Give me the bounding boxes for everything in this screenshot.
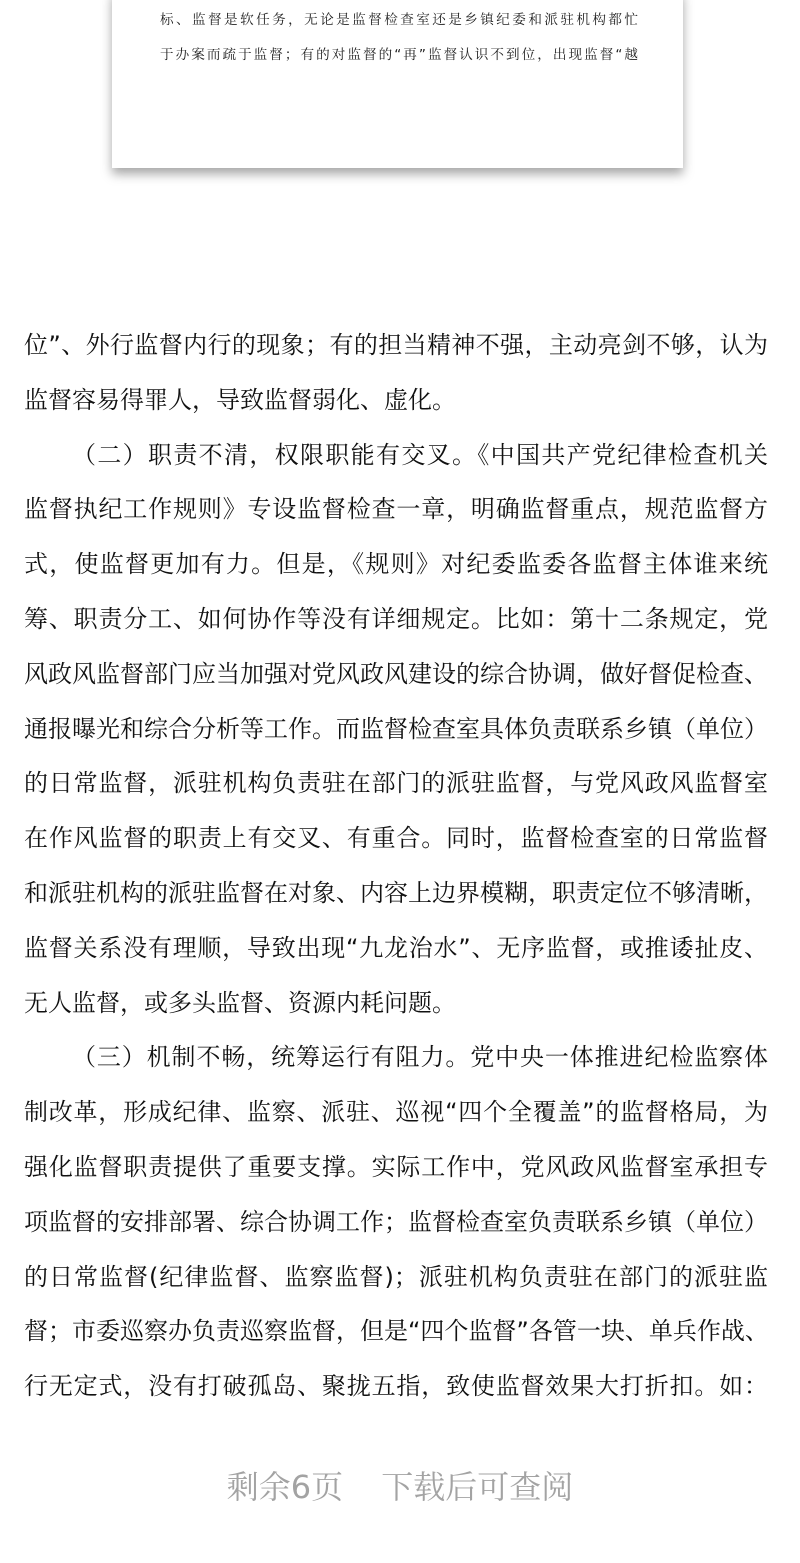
body-line: 制改革，形成纪律、监察、派驻、巡视“四个全覆盖”的监督格局，为 bbox=[24, 1098, 768, 1127]
body-line: 风政风监督部门应当加强对党风政风建设的综合协调，做好督促检查、 bbox=[24, 659, 768, 688]
body-line: 监督容易得罪人，导致监督弱化、虚化。 bbox=[24, 385, 456, 414]
body-line: 项监督的安排部署、综合协调工作；监督检查室负责联系乡镇（单位） bbox=[24, 1207, 768, 1236]
body-line: 的日常监督，派驻机构负责驻在部门的派驻监督，与党风政风监督室 bbox=[24, 769, 768, 798]
body-line: 无人监督，或多头监督、资源内耗问题。 bbox=[24, 988, 456, 1017]
body-line: 筹、职责分工、如何协作等没有详细规定。比如：第十二条规定，党 bbox=[24, 605, 768, 633]
body-line: 通报曝光和综合分析等工作。而监督检查室具体负责联系乡镇（单位） bbox=[24, 714, 768, 743]
preview-line: 于办案而疏于监督；有的对监督的“再”监督认识不到位，出现监督“越 bbox=[160, 47, 638, 63]
preview-line: 标、监督是软任务，无论是监督检查室还是乡镇纪委和派驻机构都忙 bbox=[160, 12, 638, 28]
body-line: 位”、外行监督内行的现象；有的担当精神不强，主动亮剑不够，认为 bbox=[24, 331, 768, 359]
body-line: 强化监督职责提供了重要支撑。实际工作中，党风政风监督室承担专 bbox=[24, 1153, 768, 1181]
body-line: 的日常监督(纪律监督、监察监督)；派驻机构负责驻在部门的派驻监 bbox=[24, 1262, 768, 1291]
remaining-pages-text: 剩余6页 bbox=[226, 1468, 344, 1506]
body-line: （三）机制不畅，统筹运行有阻力。党中央一体推进纪检监察体 bbox=[72, 1043, 768, 1072]
body-line: 监督执纪工作规则》专设监督检查一章，明确监督重点，规范监督方 bbox=[24, 495, 768, 524]
preview-page-card bbox=[112, 0, 683, 168]
body-line: 在作风监督的职责上有交叉、有重合。同时，监督检查室的日常监督 bbox=[24, 824, 768, 853]
body-line: （二）职责不清，权限职能有交叉。《中国共产党纪律检查机关 bbox=[72, 440, 768, 469]
download-prompt[interactable] bbox=[0, 1462, 800, 1508]
body-line: 监督关系没有理顺，导致出现“九龙治水”、无序监督，或推诿扯皮、 bbox=[24, 933, 768, 962]
body-line: 式，使监督更加有力。但是，《规则》对纪委监委各监督主体谁来统 bbox=[24, 550, 768, 579]
body-line: 行无定式，没有打破孤岛、聚拢五指，致使监督效果大打折扣。如： bbox=[24, 1372, 768, 1401]
download-to-view-text[interactable]: 下载后可查阅 bbox=[381, 1468, 574, 1506]
body-line: 督；市委巡察办负责巡察监督，但是“四个监督”各管一块、单兵作战、 bbox=[24, 1317, 769, 1346]
body-line: 和派驻机构的派驻监督在对象、内容上边界模糊，职责定位不够清晰， bbox=[24, 879, 768, 907]
